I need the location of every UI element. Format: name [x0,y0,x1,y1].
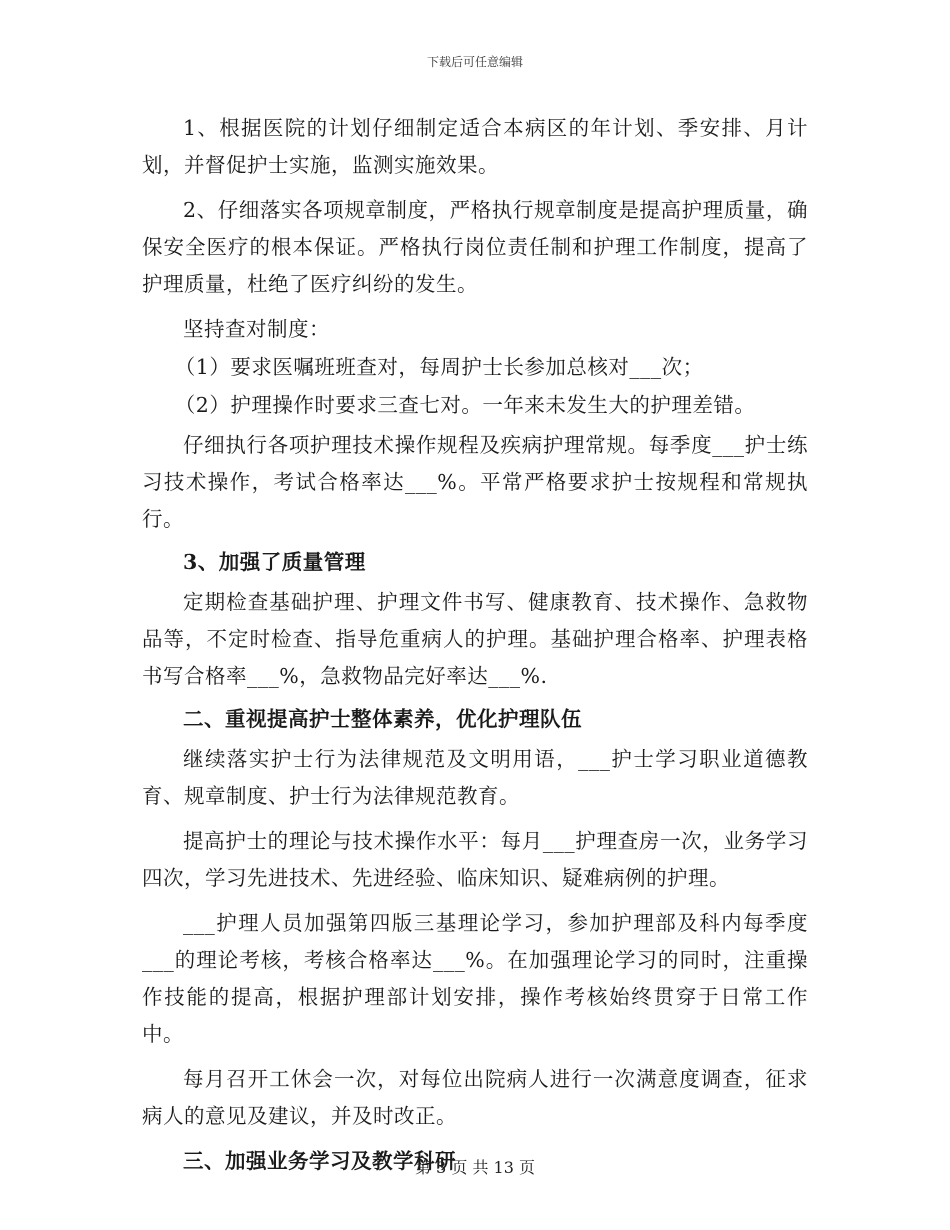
paragraph-theory-skills: 提高护士的理论与技术操作水平：每月___护理查房一次，业务学习四次，学习先进技术、先进经验、临床知识、疑难病例的护理。 [142,829,808,890]
heading-business-study: 三、加强业务学习及教学科研 [183,1149,456,1173]
page-number: 第 3 页 共 13 页 [415,1158,535,1177]
heading-quality-management: 3、加强了质量管理 [183,550,366,574]
page-header-note: 下载后可任意编辑 [426,55,523,69]
paragraph-conduct-norms: 继续落实护士行为法律规范及文明用语，___护士学习职业道德教育、规章制度、护士行为法律规范教育。 [142,747,808,808]
paragraph-check-system: 坚持查对制度： [183,317,330,341]
heading-nurse-quality: 二、重视提高护士整体素养，优化护理队伍 [183,707,582,731]
paragraph-patient-meeting: 每月召开工休会一次，对每位出院病人进行一次满意度调查，征求病人的意见及建议，并及时改正。 [142,1067,808,1128]
paragraph-check-item-2: （2）护理操作时要求三查七对。一年来未发生大的护理差错。 [174,393,756,417]
document-body [142,110,808,1180]
paragraph-three-basics: ___护理人员加强第四版三基理论学习，参加护理部及科内每季度___的理论考核，考核合格率达___%。在加强理论学习的同时，注重操作技能的提高，根据护理部计划安排，操作考核始终贯穿于日常工作中。 [142,911,808,1046]
paragraph-quality-checks: 定期检查基础护理、护理文件书写、健康教育、技术操作、急救物品等，不定时检查、指导危重病人的护理。基础护理合格率、护理表格书写合格率___%，急救物品完好率达___%. [142,590,808,688]
paragraph-technical-ops: 仔细执行各项护理技术操作规程及疾病护理常规。每季度___护士练习技术操作，考试合格率达___%。平常严格要求护士按规程和常规执行。 [142,433,808,531]
paragraph-rules: 2、仔细落实各项规章制度，严格执行规章制度是提高护理质量，确保安全医疗的根本保证。严格执行岗位责任制和护理工作制度，提高了护理质量，杜绝了医疗纠纷的发生。 [142,198,808,296]
paragraph-check-item-1: （1）要求医嘱班班查对，每周护士长参加总核对___次； [174,355,704,379]
paragraph-plan: 1、根据医院的计划仔细制定适合本病区的年计划、季安排、月计划，并督促护士实施，监测实施效果。 [142,116,808,177]
